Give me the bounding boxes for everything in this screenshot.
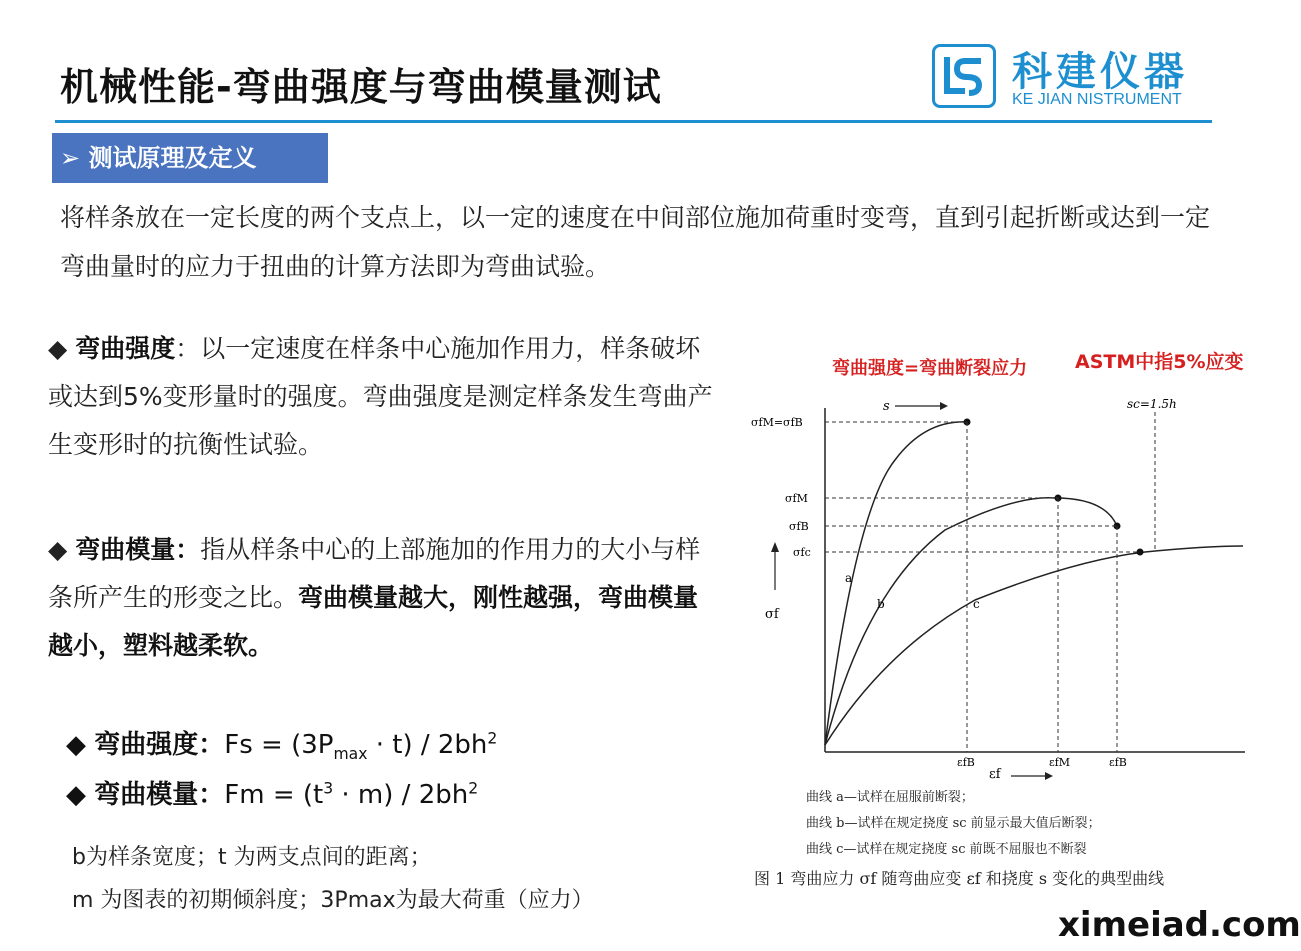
diamond-bullet-icon: ◆ [66, 780, 86, 810]
formula-part: · m) / 2bh [333, 780, 469, 810]
variable-note: b为样条宽度；t 为两支点间的距离； [72, 845, 432, 870]
formula-superscript: 2 [487, 729, 498, 748]
chart-annotation-red: 弯曲强度=弯曲断裂应力 [832, 358, 1028, 379]
chart-annotation-red: ASTM中指5%应变 [1075, 351, 1244, 373]
logo-text-cn: 科建仪器 [1012, 49, 1188, 95]
y-tick-label: σfM [785, 492, 808, 505]
formula-strength [66, 724, 497, 763]
curve-b-label: b [877, 597, 885, 611]
bullet-emphasis: 弯曲模量越大，刚性越强，弯曲模量越小，塑料越柔软。 [48, 583, 699, 660]
logo-text-en: KE JIAN NISTRUMENT [1012, 91, 1182, 108]
formula-label: 弯曲强度： [94, 730, 225, 760]
y-tick-label: σfc [793, 546, 811, 559]
bullet-term: 弯曲模量： [75, 535, 201, 564]
bullet-flexural-modulus [48, 526, 718, 670]
title-divider [55, 120, 1212, 123]
s-label: s [883, 399, 890, 414]
y-axis-label: σf [765, 607, 779, 622]
bullet-text: ：以一定速度在样条中心施加作用力，样条破坏或达到5%变形量时的强度。弯曲强度是测定样条发生弯曲产生变形时的抗衡性试验。 [48, 334, 713, 459]
y-tick-label: σfM=σfB [751, 416, 803, 429]
stress-strain-diagram [745, 390, 1255, 780]
watermark-text: ximeiad.com [1058, 905, 1301, 945]
x-arrow-head-icon [1045, 772, 1053, 780]
curve-caption: 曲线 a—试样在屈服前断裂； [806, 790, 974, 805]
formula-part: · t) / 2bh [367, 730, 488, 760]
dashed-guides [825, 412, 1155, 752]
curve-b [825, 498, 1117, 745]
point-c-at-sc [1137, 549, 1144, 556]
diamond-bullet-icon: ◆ [48, 535, 68, 564]
s-arrow-head-icon [940, 402, 948, 410]
formula-part: Fm = (t [224, 780, 324, 810]
bullet-flexural-strength [48, 325, 718, 469]
formula-subscript: max [333, 745, 368, 764]
formula-superscript: 3 [323, 779, 334, 798]
variable-note: m 为图表的初期倾斜度；3Pmax为最大荷重（应力） [72, 888, 594, 913]
formula-superscript: 2 [468, 779, 479, 798]
y-arrow-head-icon [771, 542, 779, 552]
curve-c [825, 546, 1243, 745]
formula-part: Fs = (3P [224, 730, 334, 760]
page-title: 机械性能-弯曲强度与弯曲模量测试 [60, 65, 662, 109]
x-tick-label: εfB [957, 756, 975, 769]
intro-paragraph: 将样条放在一定长度的两个支点上，以一定的速度在中间部位施加荷重时变弯，直到引起折断或达到一定弯曲量时的应力于扭曲的计算方法即为弯曲试验。 [60, 203, 1211, 281]
curve-caption: 曲线 c—试样在规定挠度 sc 前既不屈服也不断裂 [806, 842, 1087, 857]
sc-label: sc=1.5h [1127, 397, 1177, 411]
bullet-text: 指从样条中心的上部施加的作用力的大小与样条所产生的形变之比。 [48, 535, 701, 612]
curve-c-label: c [973, 597, 980, 611]
curve-caption: 曲线 b—试样在规定挠度 sc 前显示最大值后断裂； [806, 816, 1101, 831]
formula-label: 弯曲模量： [94, 780, 225, 810]
x-tick-label: εfM [1049, 756, 1071, 769]
diamond-bullet-icon: ◆ [66, 730, 86, 760]
figure-caption: 图 1 弯曲应力 σf 随弯曲应变 εf 和挠度 s 变化的典型曲线 [754, 869, 1165, 888]
curve-a-label: a [845, 571, 853, 585]
section-heading: ➢ 测试原理及定义 [52, 133, 328, 183]
y-tick-label: σfB [789, 520, 809, 533]
bullet-term: 弯曲强度 [75, 334, 176, 363]
formula-modulus [66, 774, 478, 811]
x-tick-label: εfB [1109, 756, 1127, 769]
diamond-bullet-icon: ◆ [48, 334, 68, 363]
x-axis-label: εf [989, 767, 1001, 782]
logo-icon [932, 44, 996, 108]
